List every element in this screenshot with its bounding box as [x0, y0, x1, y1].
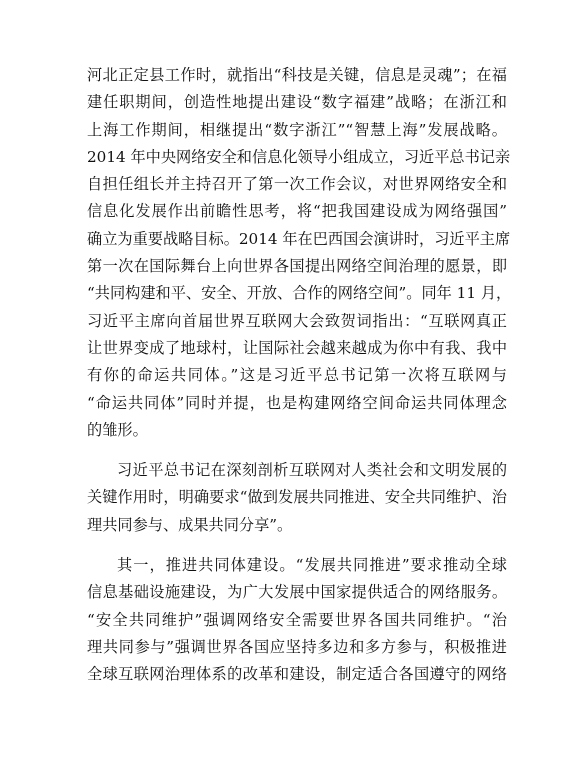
text-line: 第一次在国际舞台上向世界各国提出网络空间治理的愿景，即	[87, 257, 507, 276]
text-line: 全球互联网治理体系的改革和建设，制定适合各国遵守的网络	[87, 665, 507, 684]
text-line: 的雏形。	[87, 420, 148, 439]
text-line: 习近平主席向首届世界互联网大会致贺词指出：“互联网真正	[87, 311, 507, 330]
text-line: 自担任组长并主持召开了第一次工作会议，对世界网络安全和	[87, 175, 507, 194]
text-line: 上海工作期间，相继提出“数字浙江”“智慧上海”发展战略。	[87, 120, 507, 139]
paragraph	[87, 552, 507, 688]
text-line: “共同构建和平、安全、开放、合作的网络空间”。同年 11 月，	[87, 284, 512, 303]
paragraph	[87, 457, 507, 539]
paragraph-gap	[87, 444, 507, 457]
text-line: 2014 年中央网络安全和信息化领导小组成立，习近平总书记亲	[87, 147, 511, 166]
text-line: 建任职期间，创造性地提出建设“数字福建”战略；在浙江和	[87, 93, 507, 112]
text-line: 信息基础设施建设，为广大发展中国家提供适合的网络服务。	[87, 583, 507, 602]
body-text	[87, 62, 512, 689]
paragraph-gap	[87, 539, 507, 552]
paragraph	[87, 62, 512, 444]
text-line: 确立为重要战略目标。2014 年在巴西国会演讲时，习近平主席	[87, 229, 511, 248]
text-line: 信息化发展作出前瞻性思考，将“把我国建设成为网络强国”	[87, 202, 507, 221]
text-line: 有你的命运共同体。”这是习近平总书记第一次将互联网与	[87, 366, 507, 385]
text-line: 关键作用时，明确要求“做到发展共同推进、安全共同维护、治	[87, 488, 507, 507]
text-line: “命运共同体”同时并提，也是构建网络空间命运共同体理念	[87, 393, 507, 412]
text-line: “安全共同维护”强调网络安全需要世界各国共同维护。“治	[87, 610, 507, 629]
text-line: 理共同参与、成果共同分享”。	[87, 515, 293, 534]
text-line: 河北正定县工作时，就指出“科技是关键，信息是灵魂”；在福	[87, 66, 507, 84]
text-line: 习近平总书记在深刻剖析互联网对人类社会和文明发展的	[117, 461, 507, 480]
text-line: 理共同参与”强调世界各国应坚持多边和多方参与，积极推进	[87, 637, 507, 656]
text-line: 让世界变成了地球村，让国际社会越来越成为你中有我、我中	[87, 338, 507, 357]
text-line: 其一，推进共同体建设。“发展共同推进”要求推动全球	[117, 556, 507, 575]
